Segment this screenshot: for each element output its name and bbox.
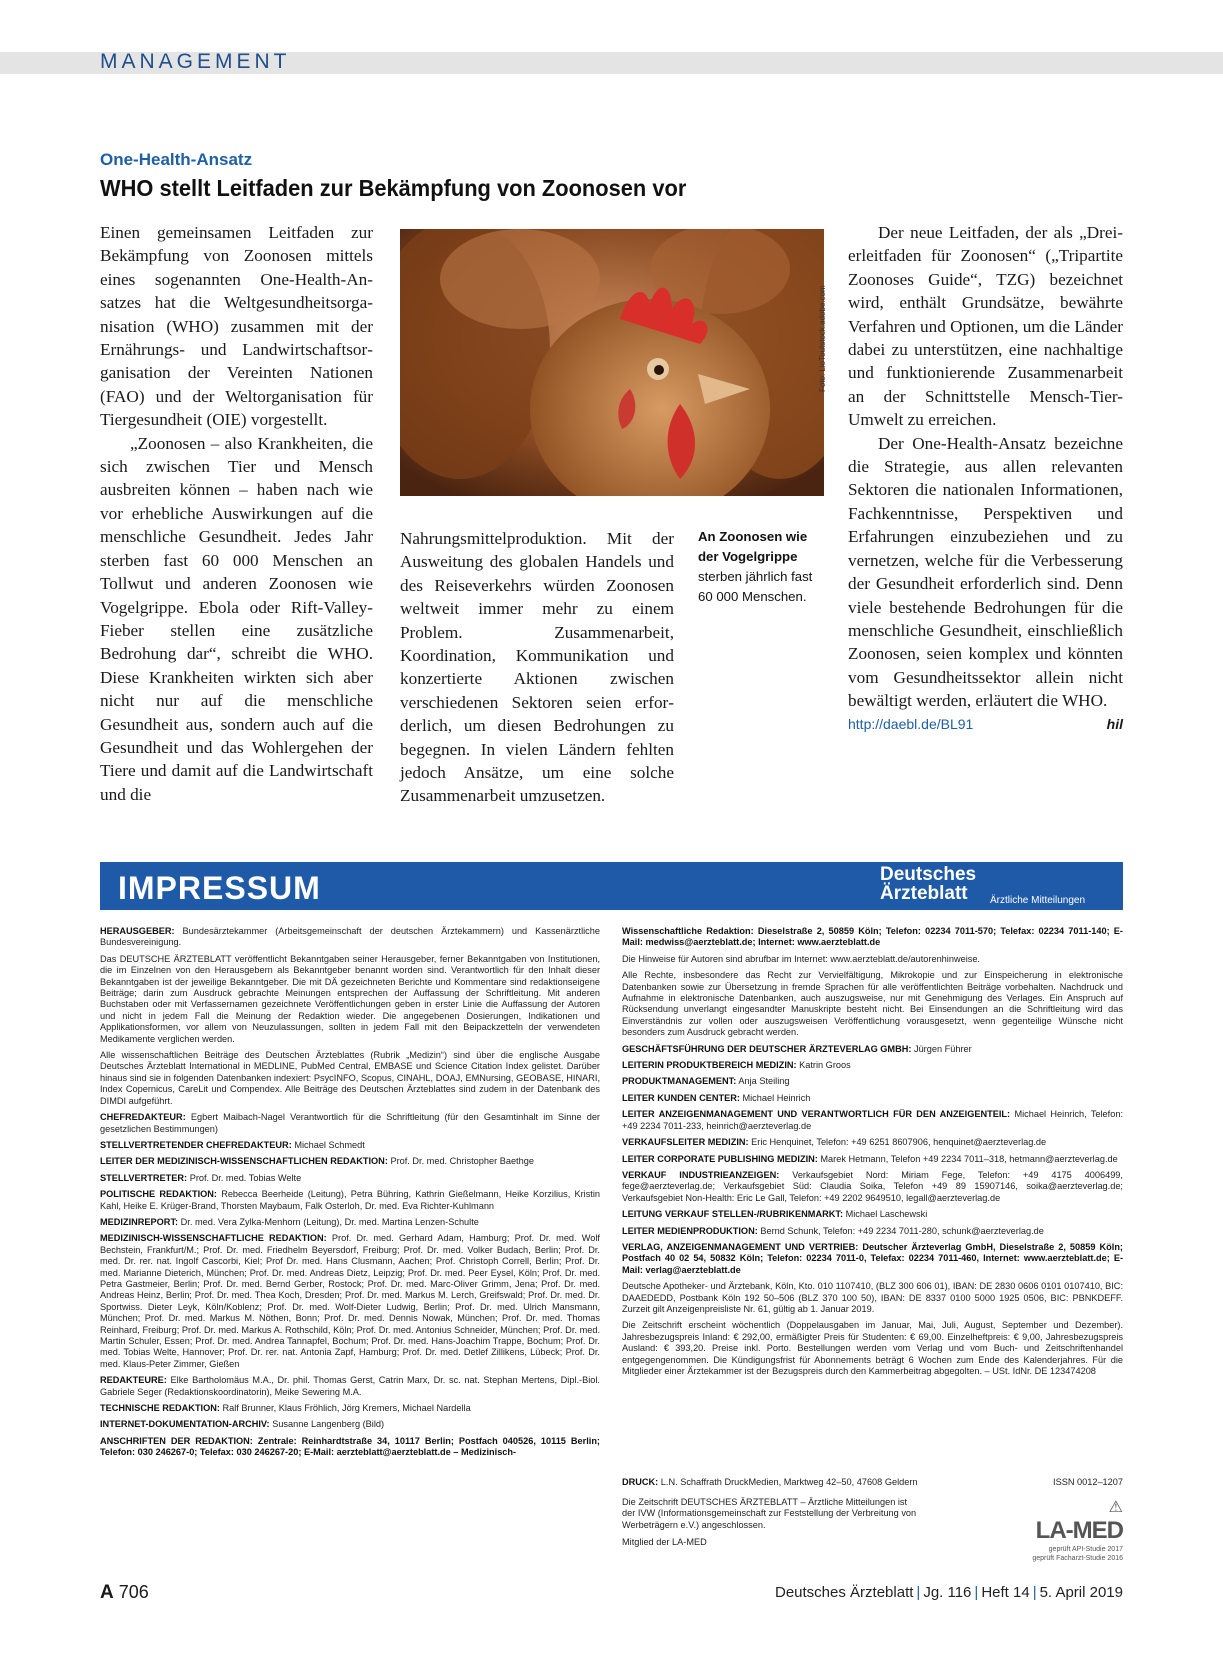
impressum-text: Das DEUTSCHE ÄRZTEBLATT veröffentlicht Bekanntgaben seiner Herausgeber, ferner Bekanntgaben von Institutionen, die im Einzelnen von den Herausgebern als Bekanntgeber benannt worden sind. Verantwortlich für den Inhalt dieser Bekanntgaben ist der jeweilige Bekanntgeber. Die mit DÄ gezeichneten Berichte und Kommentare sind redaktionseigene Beiträge; darin zum Ausdruck gebrachte Meinungen entsprechen der Auffassung der Schriftleitung. Mit anderen Buchstaben oder mit Verfassernamen gezeichnete Veröffentlichungen geben in erster Linie die Auffassung der Autoren und nicht in jedem Fall die Meinung der Redaktion wieder. Die angegebenen Dosierungen, Indikationen und Applikationsformen, vor allem von Neuzulassungen, sollten in jedem Fall mit den Beipackzetteln der verwendeten Medikamente verglichen werden. — [100, 953, 600, 1044]
author-initials: hil — [1106, 715, 1123, 732]
impressum-label: LEITER MEDIENPRODUKTION: — [622, 1225, 758, 1236]
impressum-entry — [100, 1217, 600, 1228]
impressum-entry — [100, 1375, 600, 1398]
impressum-label: STELLVERTRETER: — [100, 1172, 188, 1183]
impressum-text: Egbert Maibach-Nagel Verantwortlich für die Schriftleitung (für den Gesamtinhalt im Sinne der gesetzlichen Bestimmungen) — [100, 1112, 600, 1134]
impressum-entry — [100, 1140, 600, 1151]
impressum-entry — [622, 1076, 1123, 1087]
impressum-text: Die Zeitschrift erscheint wöchentlich (Doppelausgaben im Januar, Mai, Juli, August, September und Dezember). Jahresbezugspreis Inland: € 292,00, ermäßigter Preis für Studenten: € 69,00. Einzelheftpreis: € 9,00, Jahresbezugspreis Ausland: € 393,20. Preise inkl. Porto. Bestellungen werden vom Verlag und vom Buch- und Zeitschriftenhandel entgegengenommen. Die Kündigungsfrist für Abonnements beträgt 6 Wochen zum Ende des Kalenderjahres. Für die Mitglieder einer Ärztekammer ist der Bezugspreis durch den Kammerbeitrag abgegolten. – USt. IdNr. DE 123474208 — [622, 1320, 1123, 1376]
impressum-entry — [622, 926, 1123, 949]
chicken-illustration — [400, 229, 824, 496]
paragraph-text: Der One-Health-Ansatz bezeichne die Strategie, aus allen relevanten Sektoren die nationalen Informationen, Fachkenntnisse, Perspektiven und Erfahrungen einzubeziehen und zu vernetzen, welche für die Verbesserung der Gesundheit erforderlich sind. Denn viele bestehende Bedrohungen für die menschliche Gesundheit, einschließlich Zoonosen, seien komplex und könnten vom Gesundheitssektor allein nicht bewältigt werden, erläutert die WHO. — [848, 433, 1123, 711]
impressum-text: Alle Rechte, insbesondere das Recht zur Vervielfältigung, Mikrokopie und zur Einspeicherung in elektronische Datenbanken sowie zur Übersetzung in fremde Sprachen für alle veröffentlichten Beiträge vorbehalten. Nachdruck und Aufnahme in elektronische Datenbanken, auch auszugsweise, nur mit Genehmigung des Verlages. Ein Anspruch auf Rücksendung unverlangt eingesandter Manuskripte besteht nicht. Bei Einsendungen an die Schriftleitung wird das Einverständnis zur vollen oder auszugsweisen Veröffentlichung vorausgesetzt, wenn gegenteilige Wünsche nicht besonders zum Ausdruck gebracht werden. — [622, 970, 1123, 1038]
impressum-entry — [622, 1044, 1123, 1055]
article-link[interactable]: http://daebl.de/BL91 — [848, 715, 974, 732]
impressum-label: STELLVERTRETENDER CHEFREDAKTEUR: — [100, 1139, 292, 1150]
impressum-entry — [622, 1154, 1123, 1165]
impressum-label: CHEFREDAKTEUR: — [100, 1112, 186, 1123]
impressum-label: LEITER ANZEIGENMANAGEMENT UND VERANTWORTLICH FÜR DEN ANZEIGENTEIL: — [622, 1109, 1011, 1120]
impressum-entry — [622, 1320, 1123, 1377]
impressum-text: Die Hinweise für Autoren sind abrufbar im Internet: www.aerzteblatt.de/autorenhinweise. — [622, 953, 980, 964]
impressum-text: Deutsche Apotheker- und Ärztebank, Köln, Kto. 010 1107410, (BLZ 300 606 01), IBAN: DE 2830 0606 0101 0107410, BIC: DAAEDEDD, Postbank Köln 192 50–506 (BLZ 370 100 50), IBAN: DE 8337 0100 5000 1925 0506, BIC: PBNKDEFF. Zurzeit gilt Anzeigenpreisliste Nr. 61, gültig ab 1. Januar 2019. — [622, 1281, 1123, 1314]
impressum-entry — [622, 1137, 1123, 1148]
impressum-label: VERKAUF INDUSTRIEANZEIGEN: — [622, 1169, 780, 1180]
article-kicker: One-Health-Ansatz — [100, 150, 253, 169]
issn: ISSN 0012–1207 — [1053, 1477, 1123, 1487]
impressum-label: INTERNET-DOKUMENTATION-ARCHIV: — [100, 1419, 270, 1430]
impressum-label: VERLAG, ANZEIGENMANAGEMENT UND VERTRIEB: Deutscher Ärzteverlag GmbH, Dieselstraße 2, 50859 Köln; Postfach 40 02 54, 50832 Köln; Telefon: 02234 7011-0, Telefax: 02234 7011-460, Internet: www.aerzteblatt.de; E-Mail: verlag@aerzteblatt.de — [622, 1241, 1123, 1275]
impressum-header — [100, 862, 1123, 910]
impressum-label: MEDIZINREPORT: — [100, 1216, 179, 1227]
section-label: MANAGEMENT — [100, 50, 291, 73]
impressum-label: LEITUNG VERKAUF STELLEN-/RUBRIKENMARKT: — [622, 1209, 844, 1220]
paragraph: Nahrungsmittelproduktion. Mit der Ausweitung des globalen Handels und des Reiseverkehrs würden Zoonosen weltweit immer mehr zu einem Problem. Zusammenarbeit, Koordination, Kommunikation und konzertierte Aktionen zwischen verschiedenen Sektoren seien erforderlich, um diesen Bedrohungen zu begegnen. In vielen Ländern fehlten jedoch Ansätze, um eine solche Zusammenarbeit umzusetzen. — [400, 529, 674, 806]
impressum-entry — [100, 1403, 600, 1414]
caption-text: sterben jährlich fast 60 000 Menschen. — [698, 569, 813, 604]
separator: | — [1032, 1584, 1037, 1601]
impressum-text: Michael Heinrich — [742, 1092, 811, 1103]
impressum-entry — [622, 970, 1123, 1038]
chicken-photo — [400, 229, 824, 496]
impressum-text: Bernd Schunk, Telefon: +49 2234 7011-280, schunk@aerzteverlag.de — [760, 1225, 1044, 1236]
deutsches-aerzteblatt-logo — [880, 864, 1086, 906]
impressum-text: Marek Hetmann, Telefon +49 2234 7011–318, hetmann@aerzteverlag.de — [820, 1153, 1118, 1164]
impressum-entry — [100, 1156, 600, 1167]
impressum-label: REDAKTEURE: — [100, 1375, 167, 1386]
logo-subtitle: Ärztliche Mitteilungen — [990, 895, 1086, 906]
paragraph: Einen gemeinsamen Leitfaden zur Bekämpfung von Zoonosen mittels eines sogenannten One-Health-Ansatzes hat die Weltgesundheitsorganisation (WHO) zusammen mit der Ernährungs- und Landwirtschaftsorganisation der Vereinten Nationen (FAO) und der Weltorganisation für Tiergesundheit (OIE) vorgestellt. — [100, 223, 373, 430]
journal-issue: Heft 14 — [981, 1584, 1030, 1601]
impressum-label: LEITER CORPORATE PUBLISHING MEDIZIN: — [622, 1153, 818, 1164]
la-med-note-1: geprüft API-Studie 2017 — [1048, 1546, 1123, 1553]
impressum-text: Alle wissenschaftlichen Beiträge des Deutschen Ärzteblattes (Rubrik „Medizin“) sind über die englische Ausgabe Deutsches Ärzteblatt International in MEDLINE, PubMed Central, EMBASE und Science Citation Index gelistet. Darüber hinaus sind sie in folgenden Datenbanken indexiert: PsycINFO, Scopus, CINAHL, DOAJ, EMNursing, GEOBASE, HINARI, Index Copernicus, CareLit und Compendex. Alle Beiträge des Deutschen Ärzteblattes sind zudem in der Datenbank des DIMDI aufgeführt. — [100, 1050, 600, 1106]
impressum-entry — [622, 1226, 1123, 1237]
impressum-text: Rebecca Beerheide (Leitung), Petra Bühring, Kathrin Gießelmann, Heike Korzilius, Kristin Kahl, Heike E. Krüger-Brand, Thorsten Maybaum, Falk Osterloh, Dr. med. Eva Richter-Kuhlmann — [100, 1189, 600, 1211]
impressum-text: Prof. Dr. med. Gerhard Adam, Hamburg; Prof. Dr. med. Wolf Bechstein, Frankfurt/M.; Prof. Dr. med. Friedhelm Beyersdorf, Freiburg; Prof. Dr. med. Volker Budach, Berlin; Prof. Dr. med. Dr. rer. nat. Ingolf Cascorbi, Kiel; Prof Dr. med. Hans Clusmann, Aachen; Prof. Christoph Correll, Berlin; Prof. Dr. med. Marianne Dieterich, München; Prof. Dr. med. Andreas Dietz, Leipzig; Prof. Dr. med. Peer Eysel, Köln; Prof. Dr. med. Petra Gastmeier, Berlin; Prof. Dr. med. Bernd Gerber, Rostock; Prof. Dr. med. Marc-Oliver Grimm, Jena; Prof. Dr. med. Andreas Heinz, Berlin; Prof. Dr. med. Thea Koch, Dresden; Prof. Dr. med. Markus M. Lerch, Greifswald; Prof. Dr. med. Dr. Sportwiss. Dieter Leyk, Köln/Koblenz; Prof. Dr. med. Wolf-Dieter Ludwig, Berlin; Prof. Dr. med. Ulrich Mansmann, München; Prof. Dr. med. Markus M. Nöthen, Bonn; Prof. Dr. med. Dennis Nowak, München; Prof. Dr. med. Thomas Reinhard, Freiburg; Prof. Dr. med. Markus A. Rothschild, Köln; Prof. Dr. med. Antonius Schneider, München; Prof. Dr. med. Martin Schuler, Essen; Prof. Dr. med. Andrea Tannapfel, Bochum; Prof. Dr. med. Hans-Joachim Trappe, Bochum; Prof. Dr. med. Tobias Welte, Hannover; Prof. Dr. rer. nat. Antonia Zapf, Hamburg; Prof. Dr. med. Detlef Zillikens, Lübeck; Prof. Dr. med. Klaus-Peter Zimmer, Gießen — [100, 1233, 600, 1369]
impressum-label: PRODUKTMANAGEMENT: — [622, 1076, 737, 1087]
impressum-text: Anja Steiling — [738, 1076, 790, 1087]
impressum-text: Katrin Groos — [799, 1060, 851, 1071]
logo-line-2: Ärzteblatt — [880, 883, 968, 904]
photo-credit: Foto: LioToutstock.adobe.com — [818, 285, 827, 392]
impressum-right-column — [622, 926, 1123, 1382]
lamed-member: Mitglied der LA-MED — [622, 1537, 707, 1548]
la-med-note-2: geprüft Facharzt-Studie 2016 — [1032, 1555, 1123, 1562]
impressum-entry — [622, 1093, 1123, 1104]
impressum-label: POLITISCHE REDAKTION: — [100, 1189, 217, 1200]
impressum-entry — [622, 1281, 1123, 1315]
impressum-label: LEITER KUNDEN CENTER: — [622, 1092, 740, 1103]
caption-bold: An Zoonosen wie der Vogelgrippe — [698, 529, 808, 564]
footer-journal-info — [775, 1584, 1123, 1601]
impressum-label: Wissenschaftliche Redaktion: Dieselstraße 2, 50859 Köln; Telefon: 02234 7011-570; Telefax: 02234 7011-140; E-Mail: medwiss@aerzteblatt.de; Internet: www.aerzteblatt.de — [622, 926, 1123, 948]
impressum-text: Elke Bartholomäus M.A., Dr. phil. Thomas Gerst, Catrin Marx, Dr. sc. nat. Stephan Mertens, Dipl.-Biol. Gabriele Seger (Redaktionskoordinatorin), Meike Sewering M.A. — [100, 1375, 600, 1397]
impressum-text: Verkaufsgebiet Nord: Miriam Fege, Telefon: +49 4175 4006499, fege@aerzteverlag.de; Verkaufsgebiet Süd: Claudia Soika, Telefon +49 89 15907146, soika@aerzteverlag.de; Verkaufsgebiet Non-Health: Eric Le Gall, Telefon: +49 2202 9649510, legall@aerzteverlag.de — [622, 1169, 1123, 1203]
impressum-entry — [100, 1050, 600, 1107]
impressum-entry — [100, 1419, 600, 1430]
impressum-entry — [622, 1170, 1123, 1204]
photo-caption — [698, 527, 828, 607]
ivw-text: Die Zeitschrift DEUTSCHES ÄRZTEBLATT – Ärztliche Mitteilungen ist der IVW (Informationsgemeinschaft zur Feststellung der Verbreitung von Werbeträgern e.V.) angeschlossen. — [622, 1497, 917, 1530]
impressum-text: Jürgen Führer — [913, 1043, 972, 1054]
page-number-value: 706 — [118, 1582, 149, 1602]
impressum-text: Dr. med. Vera Zylka-Menhorn (Leitung), Dr. med. Martina Lenzen-Schulte — [180, 1216, 479, 1227]
page-prefix: A — [100, 1582, 114, 1603]
impressum-text: Michael Heinrich, Telefon: +49 2234 7011-233, heinrich@aerzteverlag.de — [622, 1109, 1123, 1131]
la-med-logo: LA-MED — [1035, 1517, 1123, 1544]
impressum-label: LEITER DER MEDIZINISCH-WISSENSCHAFTLICHEN REDAKTION: — [100, 1156, 388, 1167]
impressum-entry — [100, 1189, 600, 1212]
druck-label: DRUCK: — [622, 1477, 659, 1487]
impressum-label: TECHNISCHE REDAKTION: — [100, 1403, 220, 1414]
impressum-entry — [622, 1060, 1123, 1071]
impressum-title: IMPRESSUM — [118, 870, 321, 906]
journal-date: 5. April 2019 — [1039, 1584, 1123, 1601]
impressum-entry — [100, 954, 600, 1045]
impressum-label: HERAUSGEBER: — [100, 926, 175, 936]
impressum-entry — [100, 1112, 600, 1135]
impressum-entry — [622, 1109, 1123, 1132]
paragraph: Der neue Leitfaden, der als „Dreierleitfaden für Zoonosen“ („Tripartite Zoonoses Guide“, TZG) bezeichnet wird, enthält Grundsätze, bewährte Verfahren und Optionen, um die Länder dabei zu unterstützen, eine nachhaltige und funktionierende Zusammenarbeit an der Schnittstelle Mensch-Tier-Umwelt zu erreichen. — [848, 223, 1123, 430]
warning-triangle-icon: ⚠ — [1108, 1499, 1123, 1516]
impressum-label: ANSCHRIFTEN DER REDAKTION: Zentrale: Reinhardtstraße 34, 10117 Berlin; Postfach 040526, 10115 Berlin; Telefon: 030 246267-0; Telefax: 030 246267-20; E-Mail: aerzteblatt@aerzteblatt.de – Medizinisch- — [100, 1435, 600, 1458]
impressum-entry — [100, 1173, 600, 1184]
article-headline: WHO stellt Leitfaden zur Bekämpfung von Zoonosen vor — [100, 175, 687, 201]
ivw-note — [622, 1497, 922, 1554]
impressum-label: LEITERIN PRODUKTBEREICH MEDIZIN: — [622, 1060, 797, 1071]
separator: | — [974, 1584, 979, 1601]
page-number — [100, 1582, 149, 1604]
logo-line-1: Deutsches — [880, 864, 977, 885]
impressum-text: Prof. Dr. med. Christopher Baethge — [390, 1156, 534, 1167]
impressum-label: VERKAUFSLEITER MEDIZIN: — [622, 1137, 749, 1148]
impressum-entry — [100, 1233, 600, 1370]
impressum-text: Susanne Langenberg (Bild) — [272, 1419, 385, 1430]
impressum-text: Michael Laschewski — [845, 1209, 928, 1220]
impressum-entry — [622, 1209, 1123, 1220]
impressum-text: Michael Schmedt — [294, 1139, 365, 1150]
druck-line — [622, 1477, 1123, 1488]
impressum-text: Eric Henquinet, Telefon: +49 6251 8607906, henquinet@aerzteverlag.de — [751, 1137, 1047, 1148]
impressum-entry — [100, 926, 600, 949]
journal-name: Deutsches Ärzteblatt — [775, 1584, 914, 1601]
article-column-1 — [100, 221, 373, 806]
impressum-text: Ralf Brunner, Klaus Fröhlich, Jörg Kremers, Michael Nardella — [222, 1403, 471, 1414]
impressum-entry — [622, 1242, 1123, 1276]
impressum-text: Bundesärztekammer (Arbeitsgemeinschaft der deutschen Ärztekammern) und Kassenärztliche Bundesvereinigung. — [100, 926, 600, 948]
la-med-badge — [1010, 1497, 1123, 1563]
paragraph: „Zoonosen – also Krankheiten, die sich zwischen Tier und Mensch ausbreiten können – haben nach wie vor erhebliche Auswirkungen auf die menschliche Gesundheit. Jedes Jahr sterben fast 60 000 Menschen an Tollwut und anderen Zoonosen wie Vogelgrippe. Ebola oder Rift-Valley-Fieber stellen eine zusätzliche Bedrohung dar“, schreibt die WHO. Diese Krankheiten wirkten sich aber nicht nur auf die menschliche Gesundheit aus, sondern auch auf die Gesundheit und das Wohlergehen der Tiere und damit auf die Landwirtschaft und die — [100, 433, 373, 804]
impressum-left-column — [100, 926, 600, 1464]
impressum-label: GESCHÄFTSFÜHRUNG DER DEUTSCHER ÄRZTEVERLAG GMBH: — [622, 1043, 912, 1054]
impressum-text: Prof. Dr. med. Tobias Welte — [189, 1172, 302, 1183]
article-column-3 — [848, 221, 1123, 736]
impressum-entry — [100, 1436, 600, 1459]
impressum-label: MEDIZINISCH-WISSENSCHAFTLICHE REDAKTION: — [100, 1233, 327, 1244]
druck-text: L.N. Schaffrath DruckMedien, Marktweg 42–50, 47608 Geldern — [660, 1477, 918, 1487]
journal-volume: Jg. 116 — [923, 1584, 972, 1601]
impressum-entry — [622, 954, 1123, 965]
article-column-2 — [400, 527, 674, 808]
separator: | — [916, 1584, 921, 1601]
